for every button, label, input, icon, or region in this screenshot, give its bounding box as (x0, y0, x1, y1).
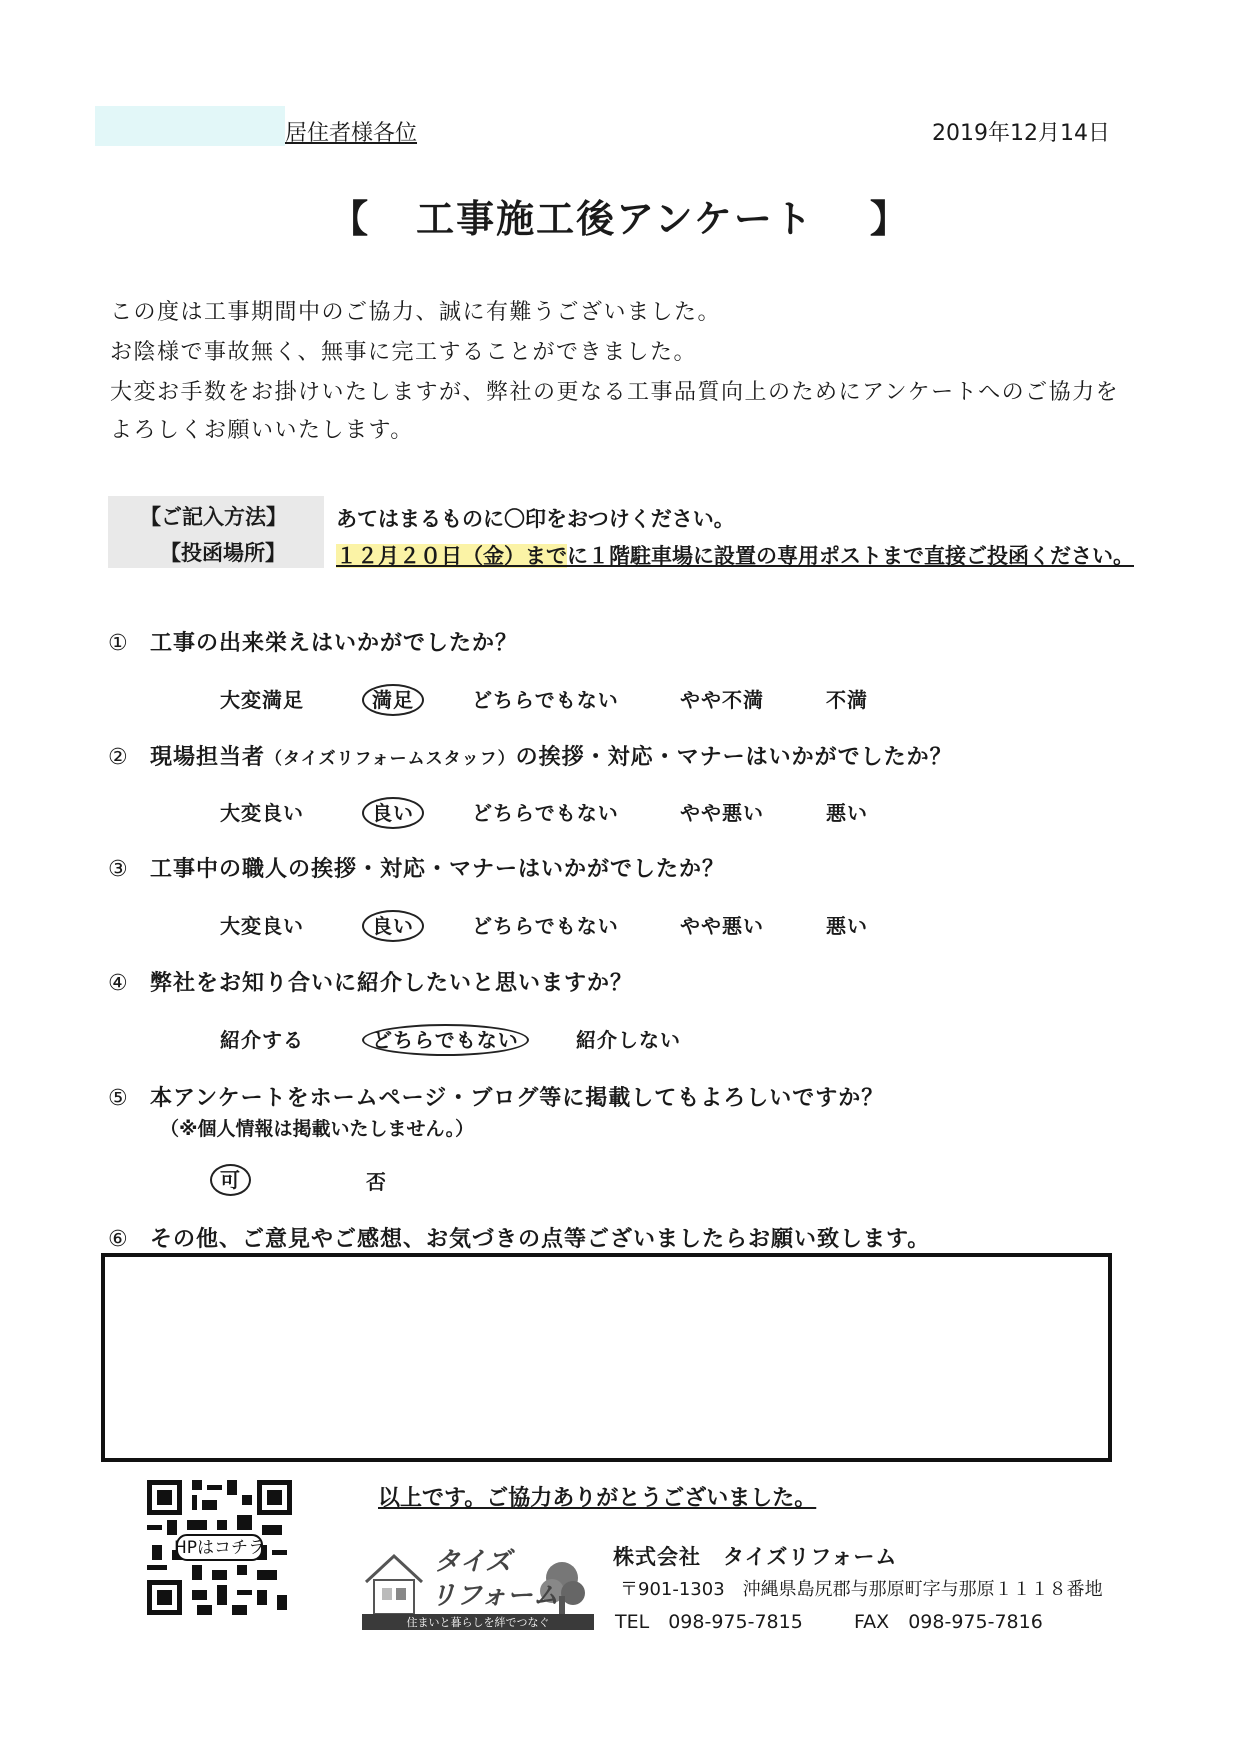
question-text-post: の挨拶・対応・マナーはいかがでしたか？ (515, 745, 953, 770)
company-fax: FAX 098-975-7816 (854, 1611, 1043, 1633)
company-name: 株式会社 タイズリフォーム (613, 1545, 898, 1569)
closing-message: 以上です。ご協力ありがとうございました。 (378, 1486, 817, 1511)
company-address: 〒901-1303 沖縄県島尻郡与那原町字与那原１１１８番地 (620, 1579, 1103, 1600)
question-6 (108, 1222, 930, 1253)
place-text: に１階駐車場に設置の専用ポストまで直接ご投函ください。 (567, 544, 1134, 568)
document-date: 2019年12月14日 (932, 121, 1110, 146)
question-2 (108, 740, 953, 771)
option-4-neutral-circled[interactable] (372, 1024, 529, 1053)
option-4-refer[interactable]: 紹介する (220, 1028, 304, 1052)
qr-label: HPはコチラ (173, 1538, 266, 1558)
option-1-very-satisfied[interactable]: 大変満足 (220, 688, 304, 712)
question-number: ⑥ (108, 1227, 129, 1252)
question-text: 弊社をお知り合いに紹介したいと思いますか？ (150, 971, 634, 996)
option-5-no[interactable]: 否 (366, 1170, 387, 1194)
question-number: ⑤ (108, 1086, 129, 1111)
logo-line-2: リフォーム (430, 1581, 559, 1611)
selected-circle: 良い (362, 910, 424, 942)
option-3-somewhat-bad[interactable]: やや悪い (680, 914, 764, 938)
place-instruction (336, 540, 1134, 570)
option-3-bad[interactable]: 悪い (826, 914, 868, 938)
redacted-block (95, 106, 285, 146)
option-2-neutral[interactable]: どちらでもない (472, 801, 619, 825)
question-number: ① (108, 631, 129, 656)
question-text-paren: （タイズリフォームスタッフ） (265, 749, 516, 769)
method-text: あてはまるものに〇印をおつけください。 (336, 507, 735, 531)
logo-tagline: 住まいと暮らしを絆でつなぐ (406, 1616, 550, 1629)
title-close-bracket: 】 (869, 197, 910, 241)
question-5-note: （※個人情報は掲載いたしません。） (160, 1118, 475, 1140)
qr-code-icon[interactable] (147, 1480, 292, 1615)
option-1-satisfied-circled[interactable] (372, 684, 424, 713)
selected-circle: 良い (362, 797, 424, 829)
question-text: 本アンケートをホームページ・ブログ等に掲載してもよろしいですか？ (150, 1086, 885, 1111)
deadline-highlight: １２月２０日（金）まで (336, 544, 567, 568)
question-text: 工事の出来栄えはいかがでしたか？ (150, 631, 519, 656)
title-open-bracket: 【 (330, 197, 371, 241)
question-1 (108, 626, 518, 657)
option-1-neutral[interactable]: どちらでもない (472, 688, 619, 712)
question-number: ③ (108, 857, 129, 882)
option-3-good-circled[interactable] (372, 910, 424, 939)
option-1-somewhat-dissatisfied[interactable]: やや不満 (680, 688, 764, 712)
company-tel: TEL 098-975-7815 (615, 1611, 803, 1633)
option-5-yes-circled[interactable] (220, 1164, 251, 1193)
intro-line: お陰様で事故無く、無事に完工することができました。 (110, 340, 698, 365)
intro-line: この度は工事期間中のご協力、誠に有難うございました。 (110, 300, 722, 325)
option-2-very-good[interactable]: 大変良い (220, 801, 304, 825)
selected-circle: 満足 (362, 684, 424, 716)
question-4 (108, 966, 633, 997)
option-3-very-good[interactable]: 大変良い (220, 914, 304, 938)
method-label: 【ご記入方法】 (140, 505, 287, 529)
option-2-bad[interactable]: 悪い (826, 801, 868, 825)
selected-circle: 可 (210, 1164, 251, 1196)
option-3-neutral[interactable]: どちらでもない (472, 914, 619, 938)
selected-circle: どちらでもない (362, 1024, 529, 1056)
question-5 (108, 1081, 884, 1112)
option-2-good-circled[interactable] (372, 797, 424, 826)
company-logo (362, 1536, 594, 1630)
option-2-somewhat-bad[interactable]: やや悪い (680, 801, 764, 825)
title-text: 工事施工後アンケート (416, 197, 814, 241)
option-1-dissatisfied[interactable]: 不満 (826, 688, 868, 712)
question-text-pre: 現場担当者 (150, 745, 266, 770)
logo-line-1: タイズ (434, 1547, 512, 1577)
addressee: 居住者様各位 (285, 121, 418, 146)
page-title (0, 188, 1240, 243)
question-text: 工事中の職人の挨拶・対応・マナーはいかがでしたか？ (150, 857, 726, 882)
question-number: ② (108, 745, 129, 770)
comment-box[interactable] (101, 1253, 1112, 1462)
intro-line: よろしくお願いいたします。 (110, 418, 414, 443)
intro-line: 大変お手数をお掛けいたしますが、弊社の更なる工事品質向上のためにアンケートへのご協力を (110, 380, 1120, 405)
question-3 (108, 852, 725, 883)
question-text: その他、ご意見やご感想、お気づきの点等ございましたらお願い致します。 (150, 1227, 931, 1252)
question-number: ④ (108, 971, 129, 996)
place-label: 【投函場所】 (160, 541, 286, 565)
option-4-no-refer[interactable]: 紹介しない (576, 1028, 681, 1052)
